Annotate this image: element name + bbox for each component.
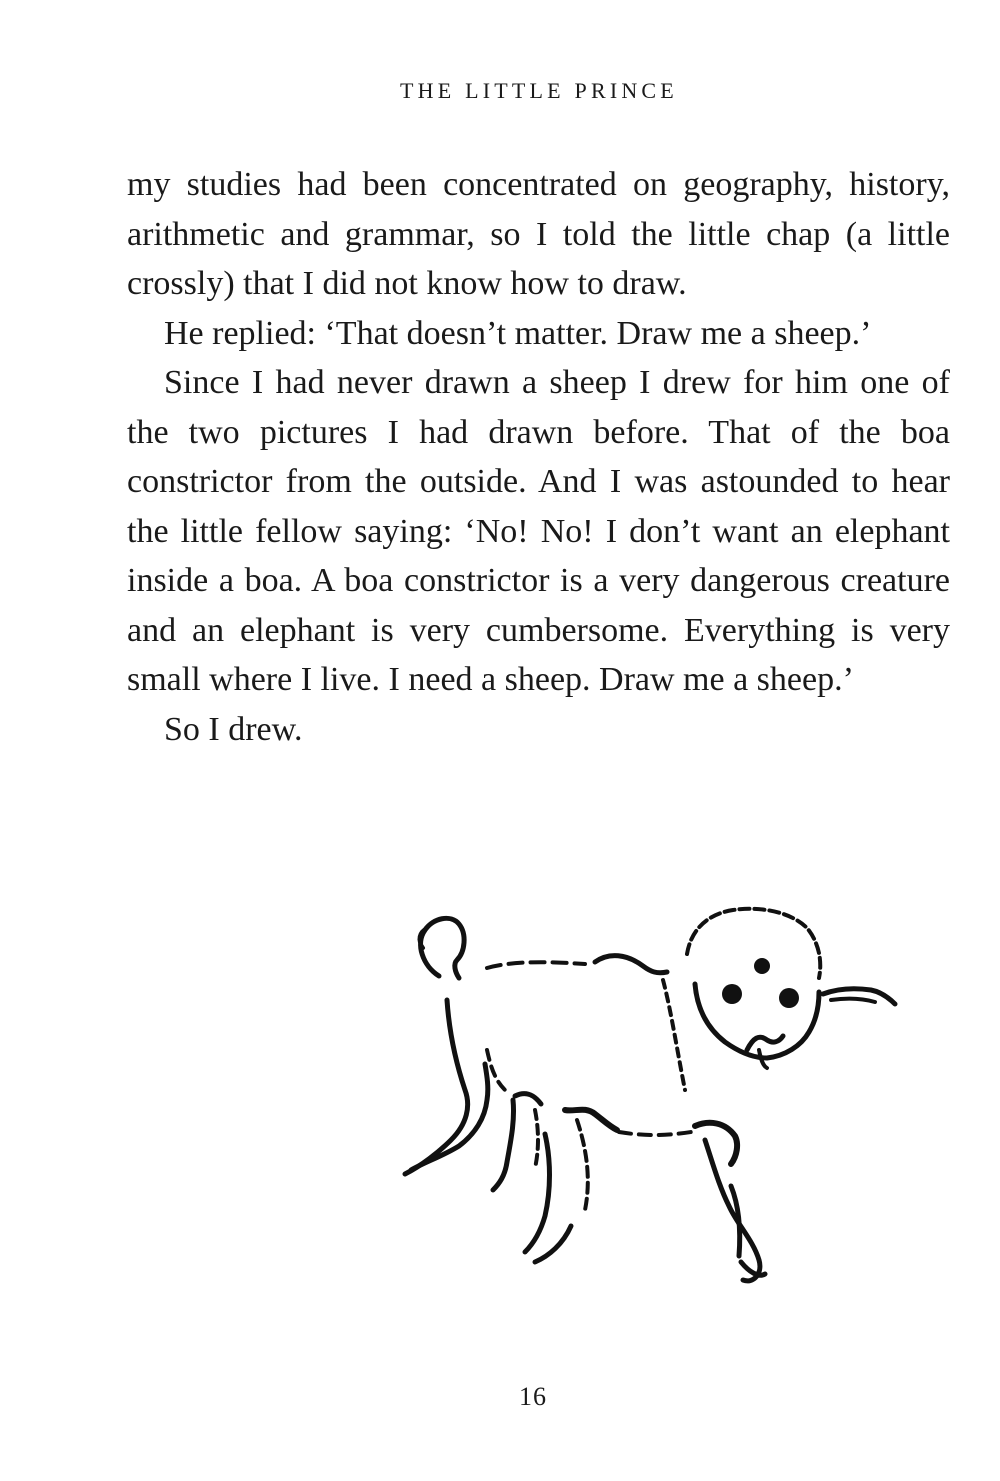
page-number: 16 bbox=[519, 1382, 547, 1411]
sheep-eye-icon bbox=[779, 988, 799, 1008]
sheep-belly bbox=[619, 1132, 691, 1135]
sheep-mouth bbox=[747, 1036, 783, 1050]
sheep-rear-leg bbox=[535, 1110, 538, 1168]
sheep-head bbox=[687, 909, 820, 978]
sheep-front-leg bbox=[695, 1123, 737, 1164]
sheep-front-leg bbox=[525, 1134, 550, 1252]
sheep-back bbox=[487, 962, 585, 968]
sheep-eye-icon bbox=[722, 984, 742, 1004]
paragraph: He replied: ‘That doesn’t matter. Draw me a sheep.’ bbox=[164, 314, 872, 352]
running-head: THE LITTLE PRINCE bbox=[400, 78, 678, 103]
sheep-rear-leg bbox=[515, 1094, 541, 1104]
sheep-front-leg bbox=[577, 1120, 588, 1210]
sheep-chest bbox=[663, 980, 685, 1090]
sheep-back bbox=[595, 956, 667, 973]
body-text bbox=[127, 160, 950, 754]
sheep-illustration bbox=[395, 900, 915, 1300]
sheep-leg-top bbox=[565, 1110, 617, 1130]
sheep-rear-leg bbox=[411, 1064, 488, 1170]
sheep-ear bbox=[831, 999, 875, 1002]
paragraph: my studies had been concentrated on geography, history, arithmetic and grammar, so I told the little chap (a little crossly) that I did not know how to draw. bbox=[127, 166, 950, 302]
sheep-nose-icon bbox=[754, 958, 770, 974]
sheep-head bbox=[695, 984, 819, 1058]
sheep-ear bbox=[823, 989, 895, 1004]
paragraph: So I drew. bbox=[164, 710, 303, 748]
sheep-rear-leg bbox=[493, 1100, 514, 1190]
paragraph: Since I had never drawn a sheep I drew for him one of the two pictures I had drawn before. That of the boa constrictor from the outside. And I was astounded to hear the little fellow saying: ‘No! No! I don’t want an elephant inside a boa. A boa constrictor is a very dangerous creature and an elephant is very cumbersome. Everything is very small where I live. I need a sheep. Draw me a sheep.’ bbox=[127, 364, 950, 698]
